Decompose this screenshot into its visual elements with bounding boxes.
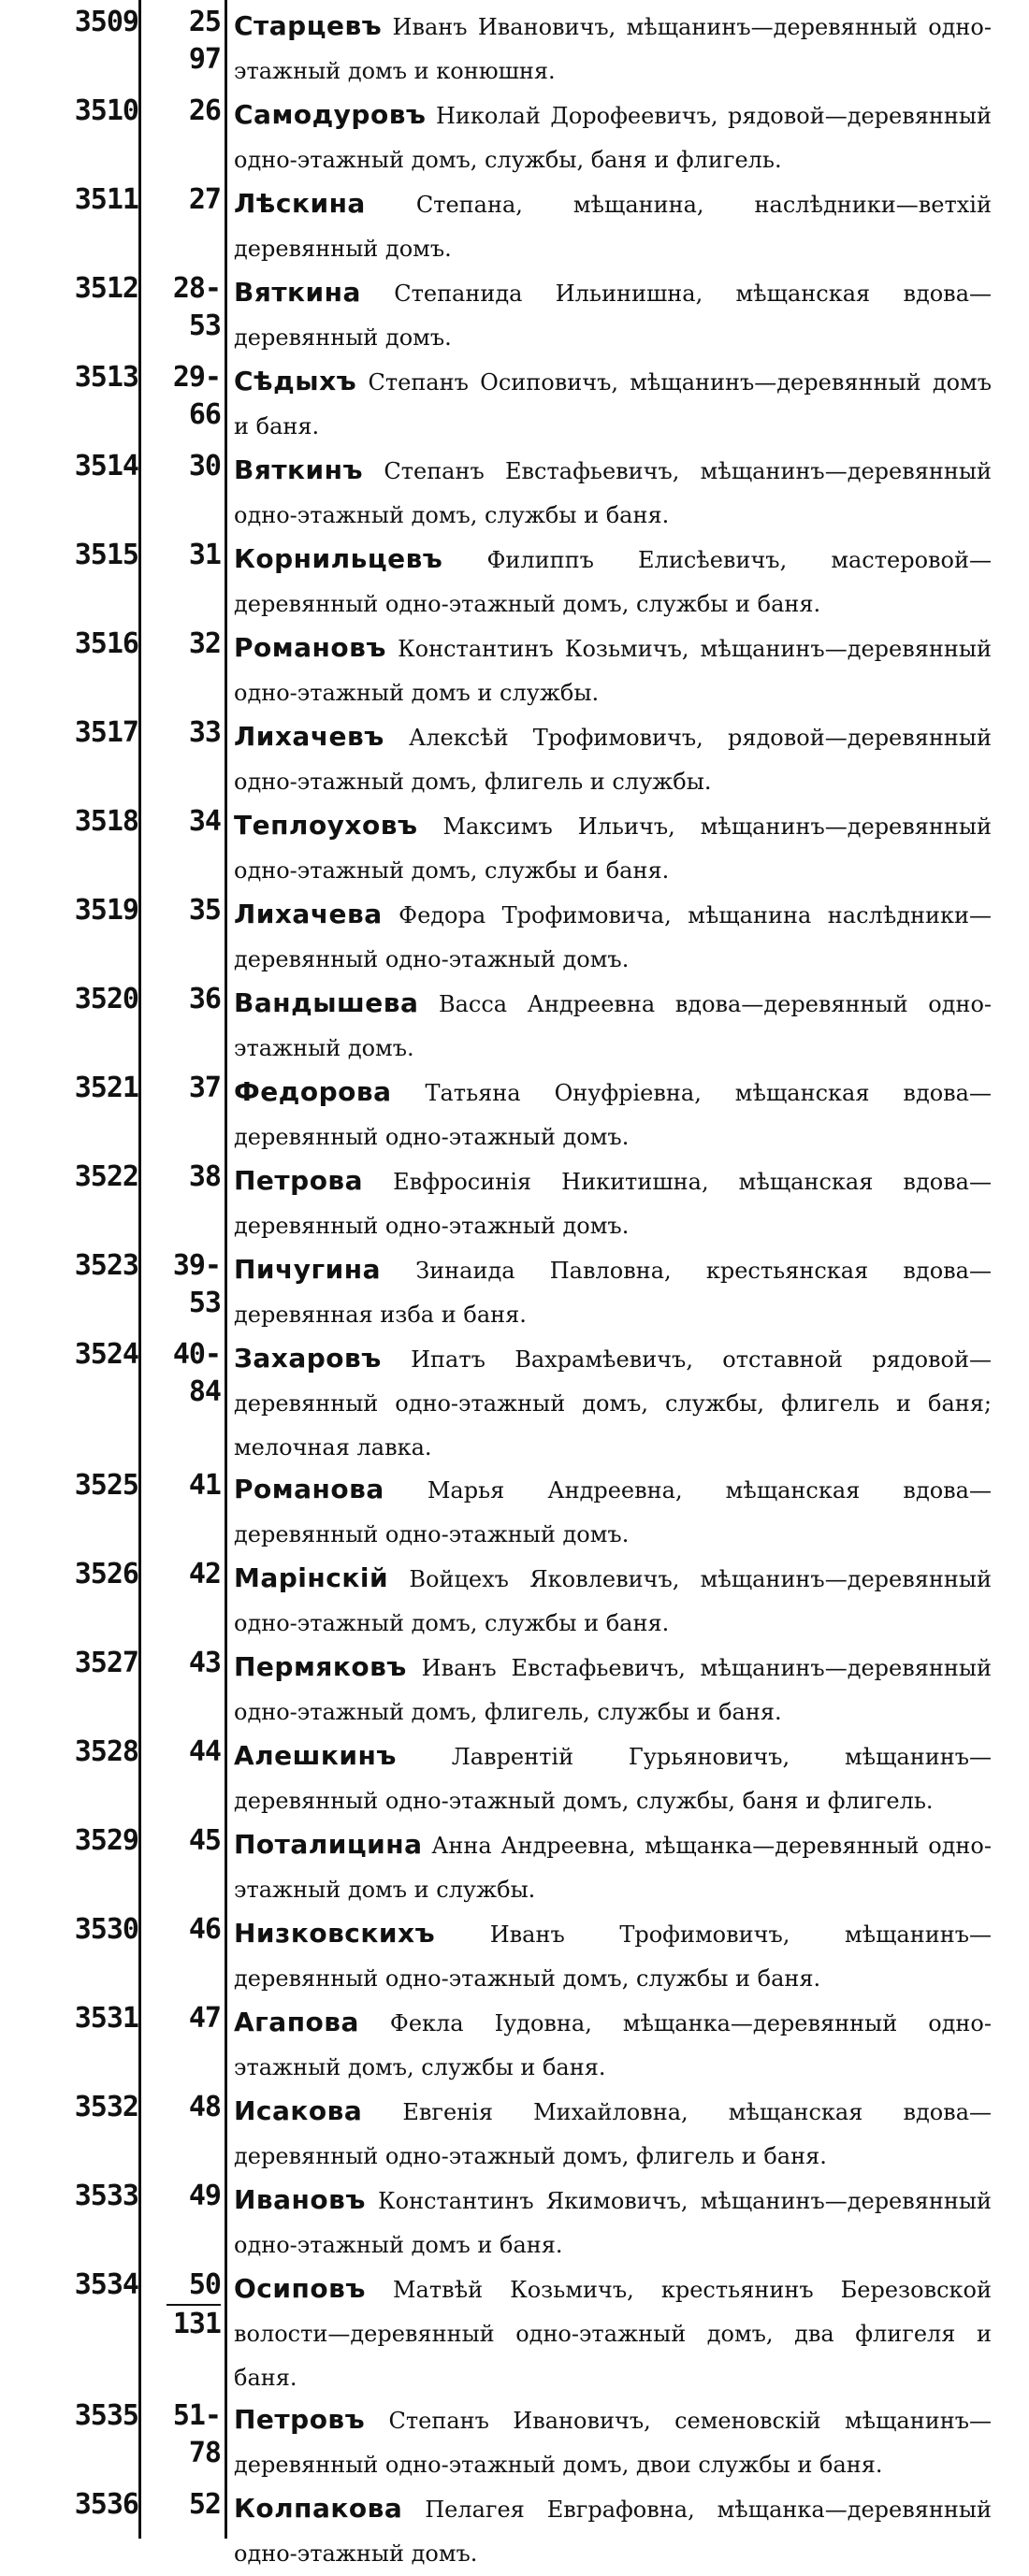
lot-number-value: 29-66 <box>172 361 221 431</box>
lot-number <box>146 1070 221 1107</box>
entry-number: 3527 <box>74 1647 138 1679</box>
entry-details: Федора Трофимовича, мѣщанина наслѣдники—деревянный одно-этажный домъ. <box>234 902 992 972</box>
lot-number <box>146 2178 221 2215</box>
lot-number <box>146 1467 221 1504</box>
entry-number: 3519 <box>74 894 138 927</box>
entry-description <box>234 892 992 982</box>
owner-surname: Романова <box>234 1474 384 1504</box>
entry-number: 3517 <box>74 716 138 749</box>
entry-description <box>234 93 992 182</box>
owner-surname: Петровъ <box>234 2404 366 2435</box>
lot-number-value: 45 <box>188 1824 221 1857</box>
entry-description <box>234 2267 992 2400</box>
lot-number-value: 32 <box>188 627 221 660</box>
lot-number-value: 36 <box>188 983 221 1015</box>
lot-number <box>146 1158 221 1196</box>
owner-surname: Низковскихъ <box>234 1918 436 1949</box>
owner-surname: Колпакова <box>234 2493 403 2524</box>
entry-description <box>234 2089 992 2179</box>
lot-number <box>146 359 221 434</box>
entry-details: Максимъ Ильичъ, мѣщанинъ—деревянный одно-этажный домъ, службы и баня. <box>234 813 992 884</box>
entry-number: 3526 <box>74 1558 138 1590</box>
owner-surname: Алешкинъ <box>234 1740 397 1771</box>
entry-description <box>234 1911 992 2001</box>
entry-details: Ипатъ Вахрамѣевичъ, отставной рядовой—деревянный одно-этажный домъ, службы, флигель и баня; мелочная лавка. <box>234 1346 992 1461</box>
entry-description <box>234 1822 992 1912</box>
entry-description <box>234 1556 992 1646</box>
entry-description <box>234 2178 992 2267</box>
lot-number-value: 34 <box>188 805 221 838</box>
lot-number-value: 51-78 <box>172 2399 221 2469</box>
owner-surname: Старцевъ <box>234 10 383 41</box>
owner-surname: Поталицина <box>234 1829 423 1860</box>
entry-description <box>234 626 992 715</box>
lot-number-value: 44 <box>188 1735 221 1768</box>
entry-number: 3529 <box>74 1824 138 1857</box>
entry-description <box>234 2000 992 2090</box>
entry-description <box>234 2397 992 2487</box>
entry-description <box>234 270 992 360</box>
lot-number-value: 52 <box>188 2488 221 2521</box>
entry-number: 3515 <box>74 539 138 571</box>
entry-number: 3511 <box>74 183 138 216</box>
entry-details: Зинаида Павловна, крестьянская вдова—деревянная изба и баня. <box>234 1258 992 1328</box>
lot-number-value: 26 <box>188 94 221 127</box>
lot-number-value: 37 <box>188 1072 221 1104</box>
entry-description <box>234 2486 992 2576</box>
lot-number <box>146 892 221 929</box>
lot-number <box>146 1822 221 1860</box>
entry-details: Николай Дорофеевичъ, рядовой—деревянный одно-этажный домъ, службы, баня и флигель. <box>234 103 992 173</box>
entry-details: Иванъ Ивановичъ, мѣщанинъ—деревянный одно-этажный домъ и конюшня. <box>234 14 992 84</box>
lot-number <box>146 448 221 485</box>
lot-number <box>146 4 221 79</box>
column-rule-number <box>138 0 141 2539</box>
entry-description <box>234 803 992 893</box>
lot-number-value: 42 <box>188 1558 221 1590</box>
owner-surname: Агапова <box>234 2007 359 2037</box>
entry-details: Константинъ Козьмичъ, мѣщанинъ—деревянный одно-этажный домъ и службы. <box>234 636 992 706</box>
entry-description <box>234 448 992 538</box>
owner-surname: Корнильцевъ <box>234 543 443 574</box>
entry-details: Лаврентій Гурьяновичъ, мѣщанинъ—деревянный одно-этажный домъ, службы, баня и флигель. <box>234 1744 992 1814</box>
lot-number-value: 49 <box>188 2180 221 2212</box>
entry-number: 3523 <box>74 1249 138 1282</box>
lot-number-value: 35 <box>188 894 221 927</box>
entry-details: Евгенія Михайловна, мѣщанская вдова—деревянный одно-этажный домъ, флигель и баня. <box>234 2099 992 2169</box>
entry-number: 3533 <box>74 2180 138 2212</box>
entry-number: 3522 <box>74 1160 138 1193</box>
owner-surname: Самодуровъ <box>234 99 427 130</box>
entry-details: Константинъ Якимовичъ, мѣщанинъ—деревянный одно-этажный домъ и баня. <box>234 2188 992 2258</box>
owner-surname: Исакова <box>234 2095 363 2126</box>
entry-number: 3535 <box>74 2399 138 2432</box>
entry-number: 3514 <box>74 450 138 482</box>
entry-number: 3520 <box>74 983 138 1015</box>
entry-number: 3524 <box>74 1338 138 1371</box>
entry-details: Степанъ Осиповичъ, мѣщанинъ—деревянный домъ и баня. <box>234 369 992 439</box>
lot-number-value: 25 97 <box>188 6 221 76</box>
entry-details: Степана, мѣщанина, наслѣдники—ветхій деревянный домъ. <box>234 192 992 262</box>
entry-description <box>234 1336 992 1470</box>
entry-number: 3536 <box>74 2488 138 2521</box>
entry-details: Алексѣй Трофимовичъ, рядовой—деревянный одно-этажный домъ, флигель и службы. <box>234 725 992 795</box>
lot-number <box>146 1645 221 1682</box>
lot-number <box>146 270 221 345</box>
entry-description <box>234 1158 992 1248</box>
lot-number-value: 43 <box>188 1647 221 1679</box>
owner-surname: Пермяковъ <box>234 1651 407 1682</box>
entry-details: Татьяна Онуфріевна, мѣщанская вдова—деревянный одно-этажный домъ. <box>234 1080 992 1150</box>
owner-surname: Марінскій <box>234 1562 389 1593</box>
entry-number: 3530 <box>74 1913 138 1946</box>
entry-details: Степанида Ильинишна, мѣщанская вдова—деревянный домъ. <box>234 281 992 351</box>
entry-number: 3512 <box>74 272 138 305</box>
entry-number: 3534 <box>74 2268 138 2301</box>
lot-number <box>146 2000 221 2037</box>
lot-number <box>146 181 221 219</box>
lot-number <box>146 93 221 130</box>
lot-number-denominator: 131 <box>167 2304 221 2343</box>
entry-details: Иванъ Трофимовичъ, мѣщанинъ—деревянный одно-этажный домъ, службы и баня. <box>234 1921 992 1992</box>
entry-description <box>234 714 992 804</box>
owner-surname: Лихачевъ <box>234 721 384 752</box>
lot-number <box>146 2267 221 2343</box>
entry-details: Фекла Іудовна, мѣщанка—деревянный одно-этажный домъ, службы и баня. <box>234 2010 992 2080</box>
owner-surname: Лихачева <box>234 899 383 929</box>
entry-number: 3531 <box>74 2002 138 2035</box>
entry-details: Анна Андреевна, мѣщанка—деревянный одно-этажный домъ и службы. <box>234 1833 992 1903</box>
owner-surname: Пичугина <box>234 1254 382 1285</box>
entry-description <box>234 1467 992 1557</box>
entry-description <box>234 1645 992 1734</box>
entry-number: 3521 <box>74 1072 138 1104</box>
entry-details: Степанъ Ивановичъ, семеновскій мѣщанинъ—деревянный одно-этажный домъ, двои службы и баня. <box>234 2408 992 2478</box>
entry-number: 3525 <box>74 1469 138 1502</box>
entry-description <box>234 981 992 1071</box>
lot-number <box>146 803 221 841</box>
lot-number-value: 48 <box>188 2091 221 2123</box>
lot-number <box>146 1336 221 1411</box>
entry-description <box>234 537 992 626</box>
entry-description <box>234 1734 992 1823</box>
owner-surname: Ивановъ <box>234 2184 366 2215</box>
lot-number-value: 33 <box>188 716 221 749</box>
lot-number-value: 50 <box>188 2268 221 2301</box>
entry-number: 3516 <box>74 627 138 660</box>
entry-number: 3518 <box>74 805 138 838</box>
entry-details: Евфросинія Никитишна, мѣщанская вдова—деревянный одно-этажный домъ. <box>234 1169 992 1239</box>
lot-number <box>146 1734 221 1771</box>
lot-number <box>146 626 221 663</box>
entry-details: Иванъ Евстафьевичъ, мѣщанинъ—деревянный одно-этажный домъ, флигель, службы и баня. <box>234 1655 992 1725</box>
owner-surname: Вяткина <box>234 277 361 308</box>
owner-surname: Лѣскина <box>234 188 366 219</box>
lot-number-value: 41 <box>188 1469 221 1502</box>
owner-surname: Федорова <box>234 1076 392 1107</box>
lot-number-value: 28-53 <box>172 272 221 342</box>
entry-description <box>234 181 992 271</box>
entry-details: Марья Андреевна, мѣщанская вдова—деревянный одно-этажный домъ. <box>234 1477 992 1547</box>
entry-number: 3528 <box>74 1735 138 1768</box>
lot-number <box>146 1911 221 1949</box>
owner-surname: Петрова <box>234 1165 364 1196</box>
entry-number: 3509 <box>74 6 138 38</box>
lot-number-value: 31 <box>188 539 221 571</box>
entry-number: 3532 <box>74 2091 138 2123</box>
lot-number <box>146 537 221 574</box>
entry-description <box>234 4 992 94</box>
lot-number <box>146 2486 221 2524</box>
owner-surname: Захаровъ <box>234 1343 382 1374</box>
lot-number <box>146 2089 221 2126</box>
lot-number <box>146 2397 221 2472</box>
owner-surname: Романовъ <box>234 632 386 663</box>
lot-number-value: 27 <box>188 183 221 216</box>
entry-details: Матвѣй Козьмичъ, крестьянинъ Березовской волости—деревянный одно-этажный домъ, два флигеля и баня. <box>234 2277 992 2391</box>
owner-surname: Теплоуховъ <box>234 810 418 841</box>
entry-details: Войцехъ Яковлевичъ, мѣщанинъ—деревянный одно-этажный домъ, службы и баня. <box>234 1566 992 1636</box>
lot-number <box>146 714 221 752</box>
owner-surname: Вяткинъ <box>234 454 364 485</box>
lot-number-value: 40-84 <box>172 1338 221 1408</box>
column-rule-lot <box>225 0 227 2539</box>
owner-surname: Вандышева <box>234 987 419 1018</box>
entry-number: 3510 <box>74 94 138 127</box>
owner-surname: Сѣдыхъ <box>234 366 357 396</box>
entry-details: Филиппъ Елисѣевичъ, мастеровой—деревянный одно-этажный домъ, службы и баня. <box>234 547 992 617</box>
entry-description <box>234 359 992 449</box>
entry-number: 3513 <box>74 361 138 394</box>
entry-details: Степанъ Евстафьевичъ, мѣщанинъ—деревянный одно-этажный домъ, службы и баня. <box>234 458 992 528</box>
owner-surname: Осиповъ <box>234 2273 366 2304</box>
entry-description <box>234 1247 992 1337</box>
lot-number-value: 47 <box>188 2002 221 2035</box>
lot-number-value: 46 <box>188 1913 221 1946</box>
lot-number-value: 30 <box>188 450 221 482</box>
lot-number-value: 39-53 <box>172 1249 221 1319</box>
entry-details: Пелагея Евграфовна, мѣщанка—деревянный одно-этажный домъ. <box>234 2497 992 2567</box>
lot-number <box>146 981 221 1018</box>
lot-number-value: 38 <box>188 1160 221 1193</box>
lot-number <box>146 1247 221 1322</box>
entry-details: Васса Андреевна вдова—деревянный одно-этажный домъ. <box>234 991 992 1061</box>
lot-number <box>146 1556 221 1593</box>
entry-description <box>234 1070 992 1159</box>
